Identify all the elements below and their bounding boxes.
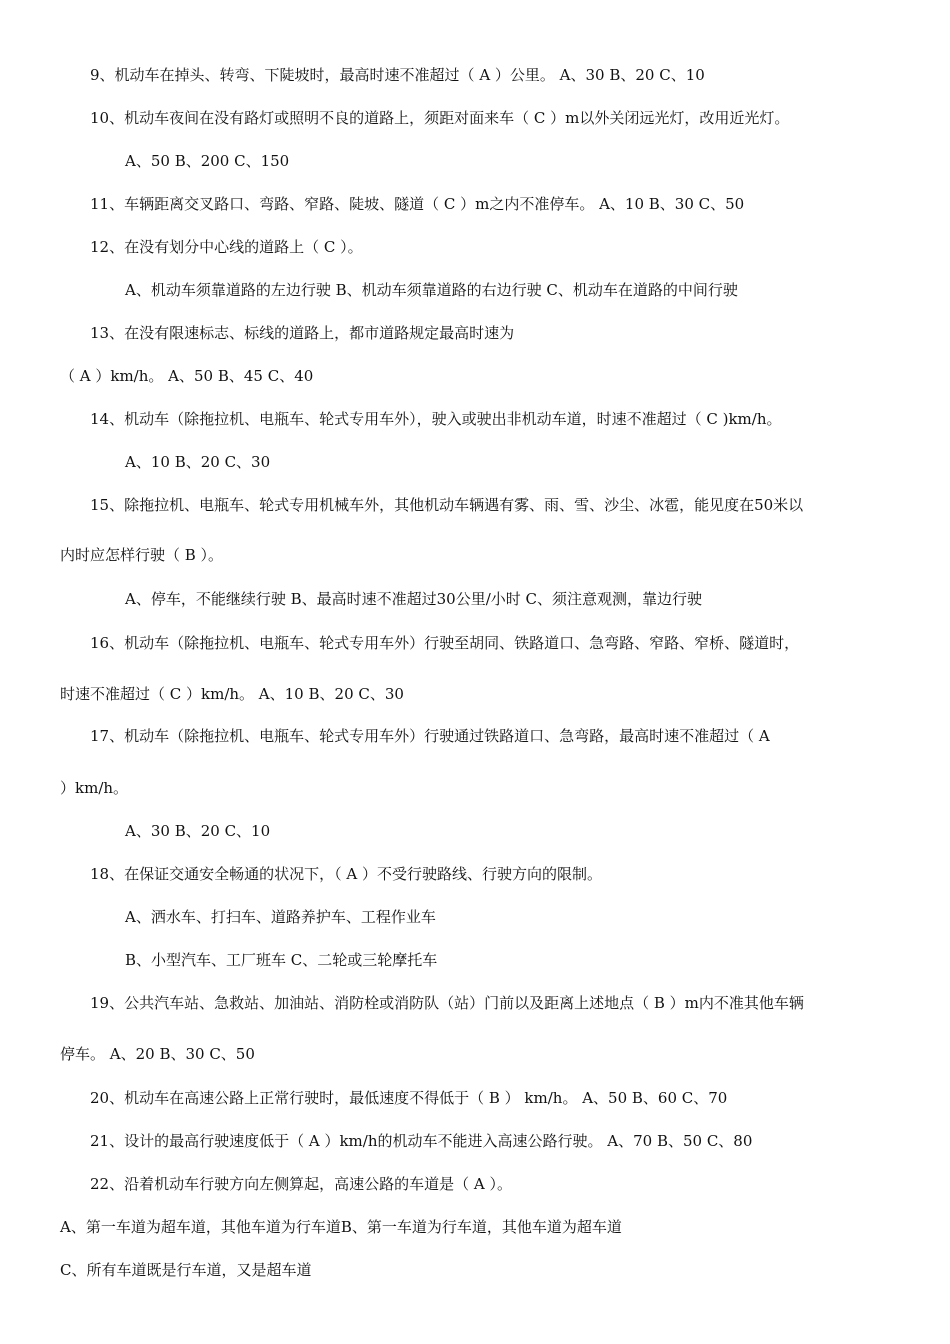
question-16: 16、机动车（除拖拉机、电瓶车、轮式专用车外）行驶至胡同、铁路道口、急弯路、窄路、窄桥、隧道时，: [90, 634, 800, 652]
question-18-option-bc: B、小型汽车、工厂班车 C、二轮或三轮摩托车: [125, 951, 438, 969]
question-21: 21、设计的最高行驶速度低于（ A ）km/h的机动车不能进入高速公路行驶。 A、70 B、50 C、80: [90, 1132, 753, 1150]
question-17: 17、机动车（除拖拉机、电瓶车、轮式专用车外）行驶通过铁路道口、急弯路，最高时速不准超过（ A: [90, 727, 770, 745]
question-12-options: A、机动车须靠道路的左边行驶 B、机动车须靠道路的右边行驶 C、机动车在道路的中间行驶: [125, 281, 738, 299]
question-13-continued: （ A ）km/h。 A、50 B、45 C、40: [60, 367, 314, 385]
question-20: 20、机动车在高速公路上正常行驶时，最低速度不得低于（ B ） km/h。 A、50 B、60 C、70: [90, 1089, 728, 1107]
question-15-continued: 内时应怎样行驶（ B ）。: [60, 546, 224, 564]
question-22: 22、沿着机动车行驶方向左侧算起，高速公路的车道是（ A ）。: [90, 1175, 512, 1193]
question-14-options: A、10 B、20 C、30: [125, 453, 271, 471]
question-18-option-a: A、洒水车、打扫车、道路养护车、工程作业车: [125, 908, 436, 926]
question-11: 11、车辆距离交叉路口、弯路、窄路、陡坡、隧道（ C ）m之内不准停车。 A、10 B、30 C、50: [90, 195, 745, 213]
question-15-options: A、停车，不能继续行驶 B、最高时速不准超过30公里/小时 C、须注意观测，靠边行驶: [125, 590, 703, 608]
question-18: 18、在保证交通安全畅通的状况下，（ A ）不受行驶路线、行驶方向的限制。: [90, 865, 602, 883]
question-10: 10、机动车夜间在没有路灯或照明不良的道路上，须距对面来车（ C ）m以外关闭远光灯，改用近光灯。: [90, 109, 790, 127]
question-17-options: A、30 B、20 C、10: [125, 822, 271, 840]
question-10-options: A、50 B、200 C、150: [125, 152, 290, 170]
question-19-continued: 停车。 A、20 B、30 C、50: [60, 1045, 255, 1063]
question-13: 13、在没有限速标志、标线的道路上，都市道路规定最高时速为: [90, 324, 515, 342]
question-12: 12、在没有划分中心线的道路上（ C ）。: [90, 238, 363, 256]
question-14: 14、机动车（除拖拉机、电瓶车、轮式专用车外），驶入或驶出非机动车道，时速不准超过（ C )km/h。: [90, 410, 782, 428]
question-15: 15、除拖拉机、电瓶车、轮式专用机械车外，其他机动车辆遇有雾、雨、雪、沙尘、冰雹，能见度在50米以: [90, 496, 804, 514]
question-22-option-c: C、所有车道既是行车道，又是超车道: [60, 1261, 312, 1279]
question-17-continued: ）km/h。: [60, 779, 129, 797]
question-16-continued: 时速不准超过（ C ）km/h。 A、10 B、20 C、30: [60, 685, 404, 703]
question-22-option-ab: A、第一车道为超车道，其他车道为行车道B、第一车道为行车道，其他车道为超车道: [60, 1218, 622, 1236]
question-19: 19、公共汽车站、急救站、加油站、消防栓或消防队（站）门前以及距离上述地点（ B ）m内不准其他车辆: [90, 994, 804, 1012]
question-9: 9、机动车在掉头、转弯、下陡坡时，最高时速不准超过（ A ）公里。 A、30 B、20 C、10: [90, 66, 705, 84]
